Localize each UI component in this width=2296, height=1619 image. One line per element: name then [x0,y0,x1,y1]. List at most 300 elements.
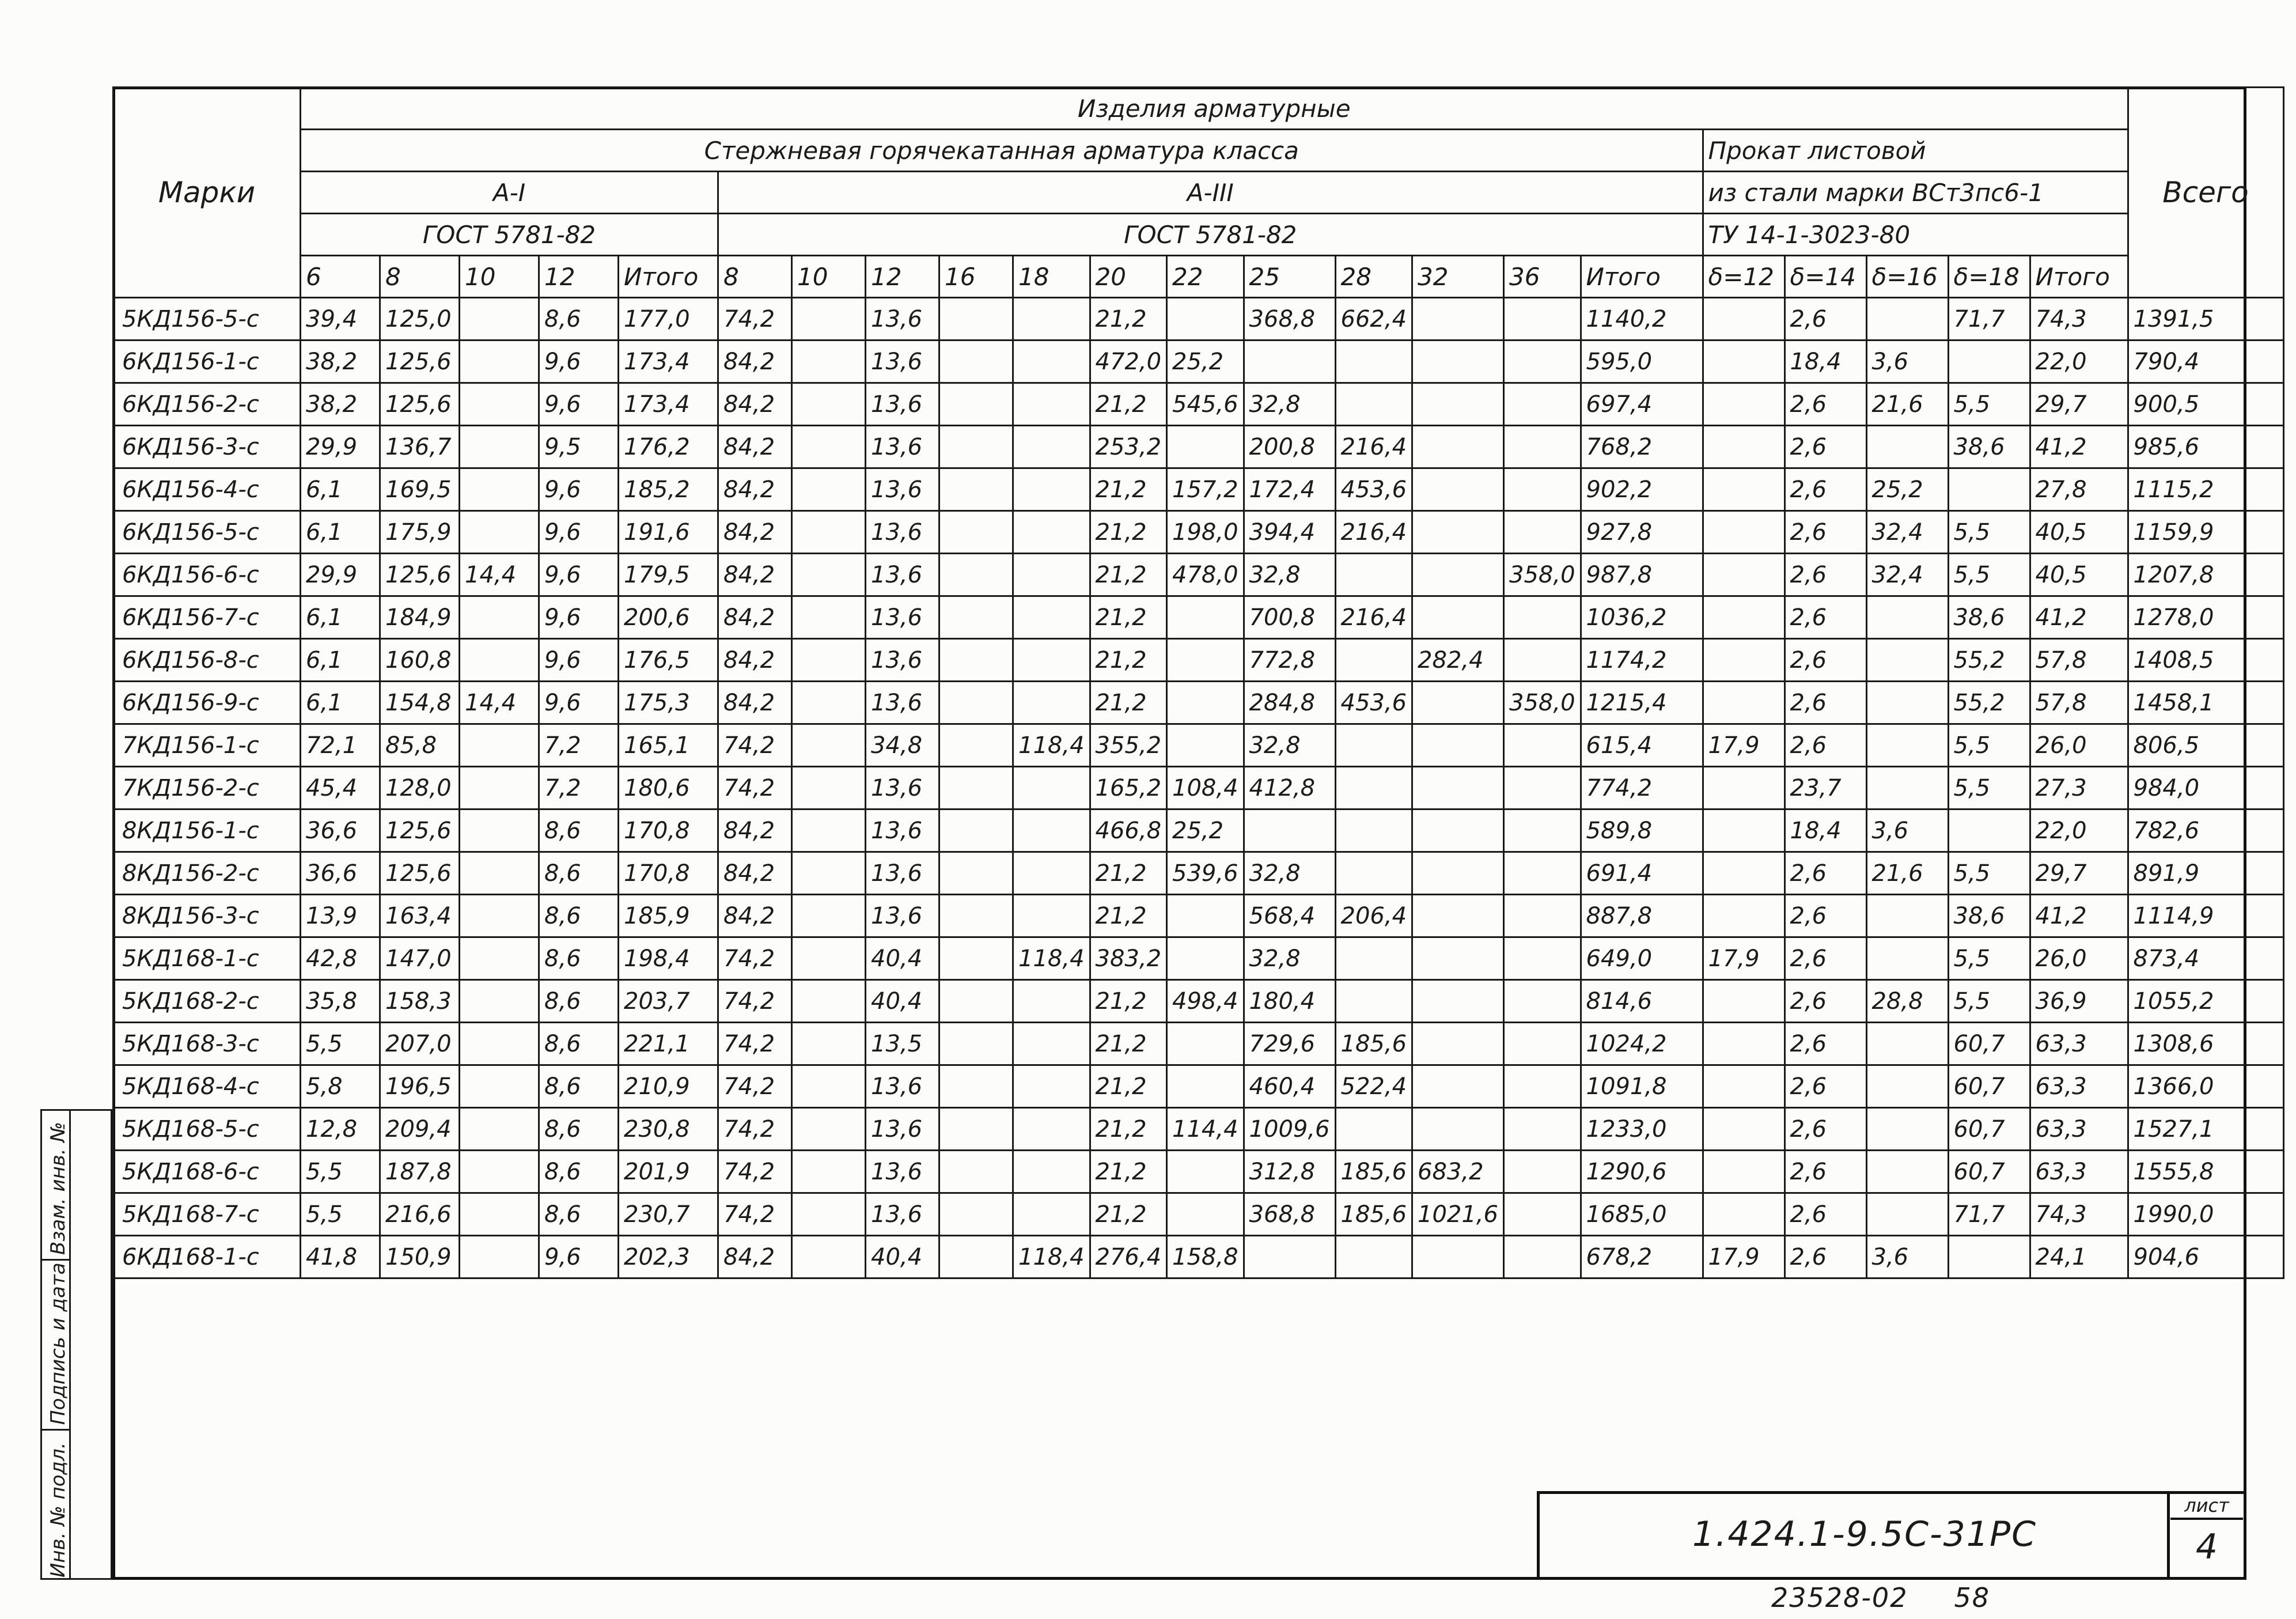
weight-cell [1703,980,1784,1023]
weight-cell: 1458,1 [2128,682,2283,724]
weight-cell: 71,7 [1948,1193,2030,1236]
product-mark-cell: 5КД156-5-с [113,298,301,341]
weight-cell [460,1108,539,1151]
weight-cell: 72,1 [301,724,380,767]
weight-cell: 170,8 [619,809,718,852]
weight-cell: 21,6 [1866,852,1948,895]
weight-cell: 2,6 [1784,596,1866,639]
weight-cell [792,1151,866,1193]
weight-cell: 32,8 [1244,724,1335,767]
weight-cell: 29,7 [2030,383,2128,426]
weight-cell: 900,5 [2128,383,2283,426]
weight-cell [1504,767,1581,809]
weight-cell: 6,1 [301,511,380,554]
weight-cell: 45,4 [301,767,380,809]
weight-cell: 147,0 [380,937,460,980]
weight-cell [1013,511,1090,554]
weight-cell: 1555,8 [2128,1151,2283,1193]
weight-cell [1013,298,1090,341]
weight-cell: 38,6 [1948,426,2030,468]
weight-cell: 7,2 [539,767,619,809]
size-column-header: δ=12 [1703,256,1784,298]
table-row [113,809,2284,852]
weight-cell [1013,554,1090,596]
side-strip-label-column [42,1111,71,1578]
weight-cell: 8,6 [539,1151,619,1193]
weight-cell: 185,6 [1335,1193,1412,1236]
weight-cell: 6,1 [301,682,380,724]
weight-cell [1504,1236,1581,1278]
weight-cell: 21,2 [1090,383,1167,426]
weight-cell: 185,6 [1335,1151,1412,1193]
weight-cell: 2,6 [1784,426,1866,468]
weight-cell [1948,1236,2030,1278]
table-row [113,937,2284,980]
weight-cell [1866,426,1948,468]
weight-cell: 32,8 [1244,937,1335,980]
weight-cell [1335,852,1412,895]
weight-cell [1703,596,1784,639]
weight-cell: 2,6 [1784,639,1866,682]
weight-cell: 1215,4 [1581,682,1703,724]
weight-cell: 683,2 [1412,1151,1504,1193]
table-row [113,426,2284,468]
weight-cell: 2,6 [1784,1023,1866,1065]
weight-cell: 26,0 [2030,724,2128,767]
weight-cell: 40,5 [2030,554,2128,596]
weight-cell: 1233,0 [1581,1108,1703,1151]
sheet-number: 4 [2195,1527,2218,1567]
weight-cell: 187,8 [380,1151,460,1193]
weight-cell: 5,5 [1948,383,2030,426]
weight-cell: 662,4 [1335,298,1412,341]
weight-cell [1703,1151,1784,1193]
weight-cell: 453,6 [1335,468,1412,511]
weight-cell: 1990,0 [2128,1193,2283,1236]
weight-cell: 17,9 [1703,937,1784,980]
weight-cell [1167,639,1244,682]
weight-cell: 36,9 [2030,980,2128,1023]
weight-cell [939,468,1013,511]
weight-cell: 21,2 [1090,1193,1167,1236]
weight-cell: 904,6 [2128,1236,2283,1278]
weight-cell [1412,596,1504,639]
weight-cell [792,639,866,682]
size-column-header: 20 [1090,256,1167,298]
size-column-header: δ=16 [1866,256,1948,298]
weight-cell: 5,8 [301,1065,380,1108]
weight-cell [1412,341,1504,383]
weight-cell: 2,6 [1784,1193,1866,1236]
weight-cell: 2,6 [1784,468,1866,511]
weight-cell [1013,852,1090,895]
weight-cell: 8,6 [539,298,619,341]
sheet-label: лист [2170,1495,2243,1520]
weight-cell [1866,724,1948,767]
marks-header: Марки [113,88,301,298]
weight-cell: 150,9 [380,1236,460,1278]
product-mark-cell: 6КД156-3-с [113,426,301,468]
weight-cell [792,895,866,937]
weight-cell [1244,341,1335,383]
weight-cell [1335,809,1412,852]
weight-cell: 40,4 [866,980,939,1023]
weight-cell: 28,8 [1866,980,1948,1023]
weight-cell: 118,4 [1013,1236,1090,1278]
weight-cell [1412,937,1504,980]
archive-reference [1771,1582,2036,1613]
weight-cell: 21,2 [1090,1151,1167,1193]
weight-cell: 207,0 [380,1023,460,1065]
weight-cell: 221,1 [619,1023,718,1065]
weight-cell [1412,767,1504,809]
weight-cell: 118,4 [1013,937,1090,980]
weight-cell [1167,682,1244,724]
weight-cell: 1036,2 [1581,596,1703,639]
weight-cell: 790,4 [2128,341,2283,383]
weight-cell [1244,1236,1335,1278]
weight-cell [792,767,866,809]
weight-cell [1335,724,1412,767]
weight-cell: 2,6 [1784,554,1866,596]
weight-cell [1167,596,1244,639]
weight-cell: 85,8 [380,724,460,767]
weight-cell [460,980,539,1023]
table-row [113,511,2284,554]
weight-cell [1167,724,1244,767]
weight-cell [1167,1023,1244,1065]
weight-cell: 172,4 [1244,468,1335,511]
weight-cell [939,383,1013,426]
weight-cell [1013,639,1090,682]
weight-cell [1013,1151,1090,1193]
weight-cell [1504,937,1581,980]
weight-cell [460,298,539,341]
weight-cell: 198,4 [619,937,718,980]
weight-cell: 21,2 [1090,298,1167,341]
weight-cell: 84,2 [718,554,792,596]
product-mark-cell: 6КД156-2-с [113,383,301,426]
weight-cell: 32,8 [1244,852,1335,895]
size-column-header: 36 [1504,256,1581,298]
weight-cell: 466,8 [1090,809,1167,852]
weight-cell: 125,6 [380,809,460,852]
product-mark-cell: 5КД168-6-с [113,1151,301,1193]
weight-cell [1335,383,1412,426]
weight-cell: 1366,0 [2128,1065,2283,1108]
weight-cell [939,1236,1013,1278]
weight-cell [939,341,1013,383]
weight-cell: 38,6 [1948,596,2030,639]
weight-cell: 5,5 [1948,767,2030,809]
weight-cell: 125,6 [380,554,460,596]
size-column-header: Итого [1581,256,1703,298]
gost-a1-header: ГОСТ 5781-82 [301,214,718,256]
weight-cell: 60,7 [1948,1108,2030,1151]
weight-cell: 368,8 [1244,1193,1335,1236]
weight-cell: 25,2 [1866,468,1948,511]
weight-cell: 21,2 [1090,468,1167,511]
product-mark-cell: 6КД156-1-с [113,341,301,383]
weight-cell: 9,6 [539,596,619,639]
weight-cell: 55,2 [1948,639,2030,682]
weight-cell: 71,7 [1948,298,2030,341]
weight-cell [1866,596,1948,639]
weight-cell: 8,6 [539,1108,619,1151]
table-row [113,341,2284,383]
weight-cell [1504,1151,1581,1193]
weight-cell [939,980,1013,1023]
weight-cell [1703,1108,1784,1151]
size-column-header: 12 [866,256,939,298]
weight-cell [460,809,539,852]
weight-cell: 9,6 [539,554,619,596]
weight-cell [1335,937,1412,980]
weight-cell: 21,2 [1090,511,1167,554]
weight-cell [1412,1108,1504,1151]
weight-cell: 284,8 [1244,682,1335,724]
weight-cell: 128,0 [380,767,460,809]
weight-cell: 74,2 [718,980,792,1023]
weight-cell: 184,9 [380,596,460,639]
weight-cell: 768,2 [1581,426,1703,468]
size-column-header: δ=18 [1948,256,2030,298]
weight-cell: 1290,6 [1581,1151,1703,1193]
weight-cell: 5,5 [1948,554,2030,596]
weight-cell: 191,6 [619,511,718,554]
weight-cell: 165,1 [619,724,718,767]
weight-cell [460,724,539,767]
weight-cell [460,1236,539,1278]
weight-cell: 5,5 [301,1193,380,1236]
size-column-header: 8 [380,256,460,298]
weight-cell [939,937,1013,980]
weight-cell: 21,2 [1090,852,1167,895]
weight-cell: 21,2 [1090,596,1167,639]
weight-cell [1703,767,1784,809]
weight-cell: 8,6 [539,852,619,895]
weight-cell: 678,2 [1581,1236,1703,1278]
weight-cell [1866,298,1948,341]
weight-cell: 2,6 [1784,937,1866,980]
size-column-header: 10 [792,256,866,298]
weight-cell: 74,2 [718,724,792,767]
weight-cell [1504,852,1581,895]
weight-cell: 27,8 [2030,468,2128,511]
weight-cell [1703,639,1784,682]
weight-cell [1412,682,1504,724]
weight-cell: 522,4 [1335,1065,1412,1108]
weight-cell: 13,6 [866,468,939,511]
product-mark-cell: 6КД156-7-с [113,596,301,639]
weight-cell: 29,9 [301,426,380,468]
weight-cell [939,809,1013,852]
weight-cell: 198,0 [1167,511,1244,554]
weight-cell [1866,682,1948,724]
table-row [113,554,2284,596]
weight-cell: 1174,2 [1581,639,1703,682]
weight-cell: 125,6 [380,383,460,426]
size-column-header: 32 [1412,256,1504,298]
weight-cell [1013,468,1090,511]
weight-cell [792,937,866,980]
weight-cell: 157,2 [1167,468,1244,511]
product-mark-cell: 5КД168-5-с [113,1108,301,1151]
weight-cell: 21,6 [1866,383,1948,426]
weight-cell [1504,809,1581,852]
weight-cell: 84,2 [718,383,792,426]
weight-cell [1866,1065,1948,1108]
weight-cell [460,426,539,468]
weight-cell: 18,4 [1784,809,1866,852]
product-mark-cell: 6КД156-5-с [113,511,301,554]
size-column-header: 6 [301,256,380,298]
product-mark-cell: 8КД156-2-с [113,852,301,895]
weight-cell: 74,3 [2030,1193,2128,1236]
weight-cell: 216,4 [1335,511,1412,554]
weight-cell: 74,2 [718,1151,792,1193]
weight-cell [939,596,1013,639]
weight-cell: 253,2 [1090,426,1167,468]
weight-cell: 84,2 [718,895,792,937]
weight-cell [939,554,1013,596]
weight-cell [1412,724,1504,767]
weight-cell: 5,5 [301,1023,380,1065]
weight-cell [1412,1023,1504,1065]
weight-cell: 282,4 [1412,639,1504,682]
weight-cell: 2,6 [1784,682,1866,724]
weight-cell: 358,0 [1504,554,1581,596]
weight-cell [1013,1023,1090,1065]
weight-cell: 772,8 [1244,639,1335,682]
weight-cell: 84,2 [718,809,792,852]
weight-cell: 1091,8 [1581,1065,1703,1108]
weight-cell [1167,426,1244,468]
weight-cell: 74,3 [2030,298,2128,341]
weight-cell [939,724,1013,767]
weight-cell: 180,6 [619,767,718,809]
weight-cell [1013,383,1090,426]
table-row [113,980,2284,1023]
weight-cell: 35,8 [301,980,380,1023]
weight-cell: 691,4 [1581,852,1703,895]
weight-cell: 1115,2 [2128,468,2283,511]
product-mark-cell: 6КД156-9-с [113,682,301,724]
table-row [113,724,2284,767]
weight-cell [1412,895,1504,937]
weight-cell: 312,8 [1244,1151,1335,1193]
weight-cell [460,937,539,980]
weight-cell [1335,639,1412,682]
weight-cell: 5,5 [1948,511,2030,554]
weight-cell: 158,3 [380,980,460,1023]
weight-cell [1412,383,1504,426]
weight-cell: 216,4 [1335,426,1412,468]
weight-cell: 8,6 [539,980,619,1023]
weight-cell: 8,6 [539,1023,619,1065]
weight-cell: 8,6 [539,1065,619,1108]
weight-cell [460,1023,539,1065]
weight-cell [1412,1065,1504,1108]
weight-cell: 21,2 [1090,639,1167,682]
weight-cell: 84,2 [718,511,792,554]
weight-cell [1866,1151,1948,1193]
weight-cell: 5,5 [1948,852,2030,895]
weight-cell [792,980,866,1023]
weight-cell: 774,2 [1581,767,1703,809]
weight-cell: 13,6 [866,767,939,809]
weight-cell: 1408,5 [2128,639,2283,682]
weight-cell: 21,2 [1090,682,1167,724]
weight-cell: 276,4 [1090,1236,1167,1278]
weight-cell: 230,7 [619,1193,718,1236]
table-row [113,1108,2284,1151]
weight-cell: 13,6 [866,298,939,341]
weight-cell: 63,3 [2030,1065,2128,1108]
table-row [113,1236,2284,1278]
weight-cell: 42,8 [301,937,380,980]
product-mark-cell: 6КД168-1-с [113,1236,301,1278]
weight-cell: 24,1 [2030,1236,2128,1278]
sheet-rolled-header: Прокат листовой [1703,130,2128,172]
weight-cell: 2,6 [1784,1236,1866,1278]
product-mark-cell: 6КД156-4-с [113,468,301,511]
weight-cell: 3,6 [1866,341,1948,383]
weight-cell [460,1151,539,1193]
weight-cell: 21,2 [1090,895,1167,937]
weight-cell: 154,8 [380,682,460,724]
weight-cell: 1207,8 [2128,554,2283,596]
weight-cell: 176,5 [619,639,718,682]
size-column-header: 16 [939,256,1013,298]
weight-cell: 383,2 [1090,937,1167,980]
weight-cell [1866,937,1948,980]
weight-cell [792,1065,866,1108]
weight-cell [1703,682,1784,724]
weight-cell: 29,9 [301,554,380,596]
weight-cell [1167,1193,1244,1236]
weight-cell [1412,298,1504,341]
weight-cell [1504,426,1581,468]
weight-cell: 615,4 [1581,724,1703,767]
weight-cell: 38,6 [1948,895,2030,937]
weight-cell [939,1193,1013,1236]
weight-cell: 216,4 [1335,596,1412,639]
weight-cell [1866,639,1948,682]
weight-cell: 125,6 [380,852,460,895]
weight-cell [1412,554,1504,596]
product-mark-cell: 5КД168-1-с [113,937,301,980]
weight-cell: 13,6 [866,682,939,724]
page-number: 58 [1954,1582,1991,1613]
weight-cell: 40,4 [866,1236,939,1278]
approval-side-strip [40,1109,112,1580]
weight-cell: 25,2 [1167,809,1244,852]
weight-cell: 14,4 [460,682,539,724]
weight-cell [792,468,866,511]
weight-cell: 173,4 [619,341,718,383]
weight-cell: 2,6 [1784,1108,1866,1151]
sign-date-cell [42,1261,69,1431]
weight-cell: 63,3 [2030,1151,2128,1193]
weight-cell: 13,6 [866,341,939,383]
document-code: 1.424.1-9.5С-31РС [1692,1514,2037,1554]
weight-cell: 1391,5 [2128,298,2283,341]
weight-cell [1167,298,1244,341]
weight-cell [1948,809,2030,852]
weight-cell: 13,6 [866,809,939,852]
weight-cell: 74,2 [718,298,792,341]
